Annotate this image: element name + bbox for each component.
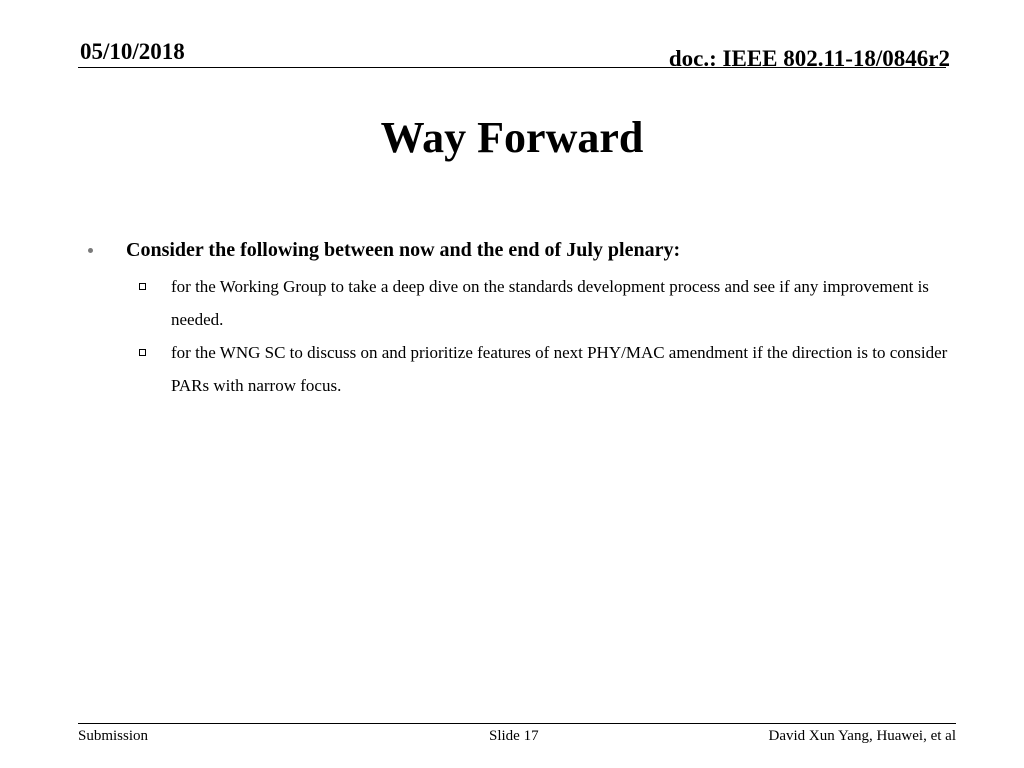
footer-slide-number: Slide 17 <box>489 728 539 744</box>
footer-submission: Submission <box>78 728 149 744</box>
header-date: 05/10/2018 <box>80 39 185 64</box>
footer-author: David Xun Yang, Huawei, et al <box>768 728 956 744</box>
bullet-dot-icon <box>88 248 93 253</box>
square-bullet-icon <box>139 349 146 356</box>
sub-bullet-item <box>171 336 960 402</box>
bullet-text: Consider the following between now and the end of July plenary: <box>126 239 681 261</box>
footer-divider <box>78 723 956 724</box>
header-divider <box>78 67 946 68</box>
slide-title: Way Forward <box>380 113 644 162</box>
bullet-item <box>80 236 960 264</box>
sub-bullet-item <box>171 270 960 336</box>
sub-bullet-text: for the WNG SC to discuss on and prioritize features of next PHY/MAC amendment if the direction is to consider PARs with narrow focus. <box>171 343 948 395</box>
sub-bullet-text: for the Working Group to take a deep dive on the standards development process and see if any improvement is needed. <box>171 277 929 329</box>
slide-body <box>80 236 960 402</box>
header-doc-id: doc.: IEEE 802.11-18/0846r2 <box>668 46 950 71</box>
square-bullet-icon <box>139 283 146 290</box>
sub-bullet-list <box>80 270 960 402</box>
